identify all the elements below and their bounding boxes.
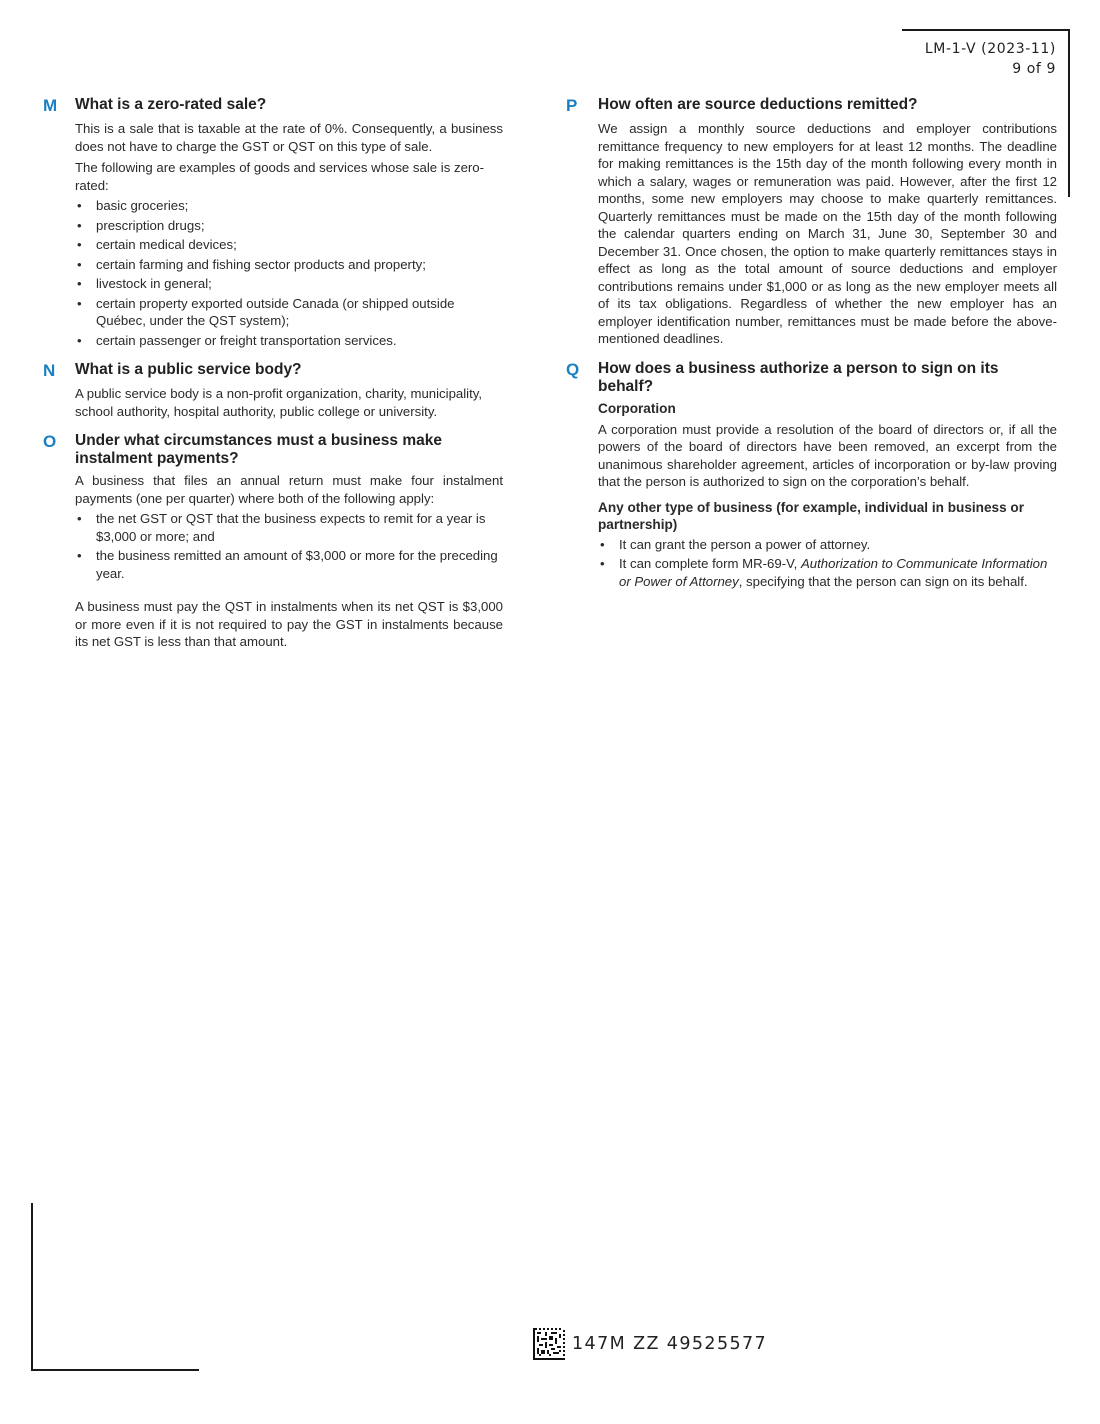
section-n — [43, 361, 503, 420]
left-column — [43, 96, 503, 663]
paragraph: A public service body is a non-profit organization, charity, municipality, school authority, hospital authority, public college or university. — [75, 386, 483, 419]
footer-barcode — [533, 1328, 767, 1360]
subheading: Corporation — [598, 400, 676, 416]
list-item-text: , specifying that the person can sign on its behalf. — [738, 573, 1028, 589]
corner-mark-bottom-left — [31, 1203, 199, 1371]
barcode-number: 147M ZZ 49525577 — [572, 1334, 768, 1354]
datamatrix-barcode-icon — [533, 1328, 565, 1360]
form-title: Authorization to Communicate Information or Power of Attorney — [619, 556, 1048, 589]
list-item: • certain property exported outside Canada (or shipped outside Québec, under the QST system); — [75, 295, 503, 330]
bullet-list — [75, 197, 503, 349]
paragraph: We assign a monthly source deductions and employer contributions remittance frequency to new employers for at least 12 months. The deadline for making remittances is the 15th day of the month following every month in which a salary, wages or remuneration was paid. However, after the first 12 months, some new employers may choose to make quarterly remittances. Quarterly remittances must be made on the 15th day of the month following the calendar quarters ending on March 31, June 30, September 30 and December 31. Once chosen, the option to make quarterly remittances stays in effect as long as the total amount of source deductions and employer contributions remains under $1,000 or as long as the new employer meets all of its tax obligations. Regardless of whether the new employer has an employer identification number, remittances must be made before the above-mentioned deadlines. — [598, 121, 1057, 346]
section-question: What is a public service body? — [75, 361, 302, 378]
list-item: • the business remitted an amount of $3,000 or more for the preceding year. — [75, 547, 503, 582]
paragraph: The following are examples of goods and services whose sale is zero-rated: — [75, 160, 485, 193]
paragraph: A business must pay the QST in instalments when its net QST is $3,000 or more even if it is not required to pay the GST in instalments because its net GST is less than that amount. — [75, 599, 503, 649]
form-code: LM-1-V (2023-11) — [924, 41, 1056, 57]
section-m — [43, 96, 503, 349]
section-o — [43, 432, 503, 651]
section-letter: P — [566, 96, 578, 115]
list-item: • certain passenger or freight transportation services. — [75, 332, 503, 350]
paragraph: A business that files an annual return must make four instalment payments (one per quarter) where both of the following apply: — [75, 473, 503, 506]
subheading: Any other type of business (for example, individual in business or partnership) — [598, 499, 1025, 532]
section-question: Under what circumstances must a business make instalment payments? — [75, 432, 442, 467]
section-letter: O — [43, 432, 57, 451]
paragraph: A corporation must provide a resolution of the board of directors or, if all the powers of the board of directors have been removed, an excerpt from the unanimous shareholder agreement, articles of incorporation or by-law proving that the person is authorized to sign on the corporation’s behalf. — [598, 421, 1057, 489]
section-p — [566, 96, 1057, 348]
right-column — [566, 96, 1057, 602]
list-item: • It can grant the person a power of attorney. — [598, 536, 1057, 554]
list-item: • prescription drugs; — [75, 217, 503, 235]
section-letter: Q — [566, 359, 580, 379]
list-item-text: It can complete form MR-69-V, — [619, 556, 802, 571]
section-letter: N — [43, 361, 56, 380]
list-item: • certain farming and fishing sector products and property; — [75, 256, 503, 274]
section-question: How often are source deductions remitted? — [598, 96, 918, 113]
section-q — [566, 360, 1057, 591]
list-item: • certain medical devices; — [75, 236, 503, 254]
list-item — [598, 555, 1057, 590]
form-header — [925, 39, 1056, 79]
section-question: How does a business authorize a person to sign on its behalf? — [598, 359, 999, 395]
bullet-list — [598, 536, 1057, 591]
bullet-list — [75, 510, 503, 582]
list-item: • the net GST or QST that the business expects to remit for a year is $3,000 or more; and — [75, 510, 503, 545]
section-letter: M — [43, 96, 58, 115]
list-item: • basic groceries; — [75, 197, 503, 215]
paragraph: This is a sale that is taxable at the rate of 0%. Consequently, a business does not have to charge the GST or QST on this type of sale. — [75, 121, 503, 154]
list-item: • livestock in general; — [75, 275, 503, 293]
section-question: What is a zero-rated sale? — [75, 96, 267, 113]
page-number: 9 of 9 — [1012, 61, 1056, 77]
